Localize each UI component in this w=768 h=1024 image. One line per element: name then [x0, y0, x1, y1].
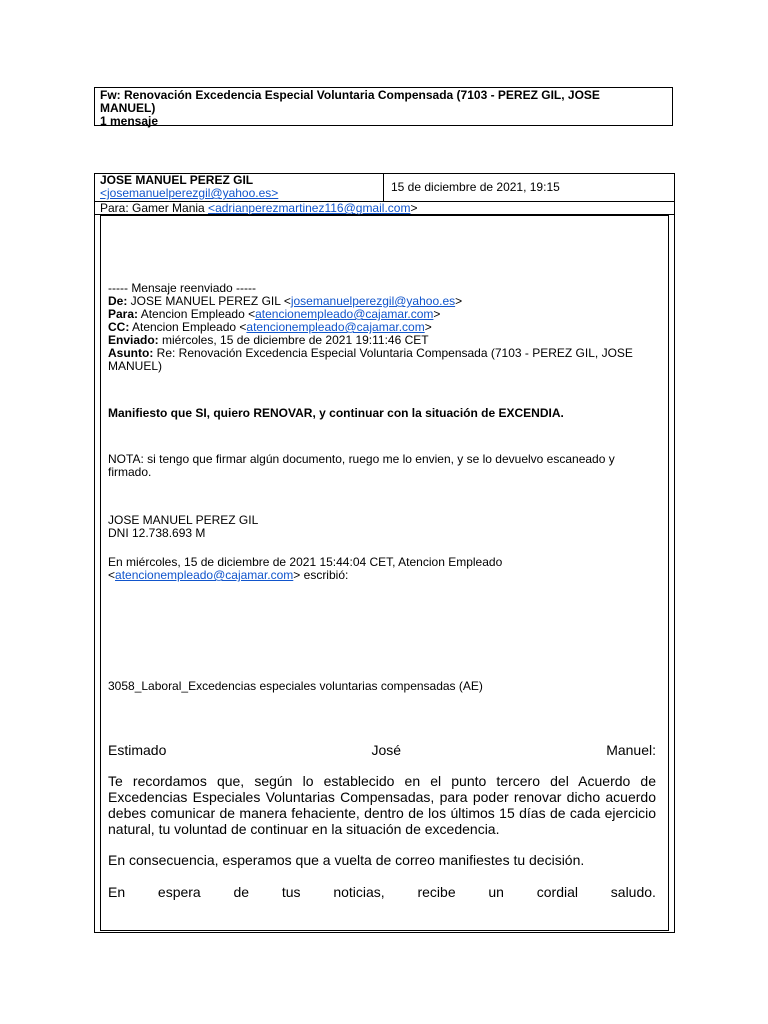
- sender-cell: [95, 174, 384, 201]
- forward-subject: Asunto: Re: Renovación Excedencia Especial Voluntaria Compensada (7103 - PEREZ GIL, JOSE MANUEL): [108, 346, 633, 373]
- paragraph-1: Te recordamos que, según lo establecido en el punto tercero del Acuerdo de Excedencias Especiales Voluntarias Compensadas, para poder renovar dicho acuerdo debes comunicar de manera fehaciente, dentro de los últimos 15 días de cada ejercicio natural, tu voluntad de continuar en la situación de excedencia.: [108, 773, 656, 837]
- renewal-statement: Manifiesto que SI, quiero RENOVAR, y continuar con la situación de EXCENDIA.: [108, 406, 564, 420]
- reference-line: 3058_Laboral_Excedencias especiales voluntarias compensadas (AE): [108, 679, 483, 693]
- recipient-row: [95, 202, 674, 215]
- recipient-label: Para: Gamer Mania: [100, 201, 209, 215]
- forward-to: Para: Atencion Empleado <atencionempleado@cajamar.com>: [108, 307, 441, 321]
- forward-from: De: JOSE MANUEL PEREZ GIL <josemanuelperezgil@yahoo.es>: [108, 294, 463, 308]
- forward-separator: ----- Mensaje reenviado -----: [108, 281, 257, 295]
- paragraph-2: En consecuencia, esperamos que a vuelta de correo manifiestes tu decisión.: [108, 852, 585, 868]
- quote-sender: <atencionempleado@cajamar.com> escribió:: [108, 568, 349, 582]
- message-count: 1 mensaje: [100, 114, 159, 128]
- subject-line-2: MANUEL): [100, 101, 156, 115]
- message-header-row: [95, 174, 674, 202]
- email-subject-header: [94, 87, 673, 126]
- quote-email-link[interactable]: atencionempleado@cajamar.com: [115, 568, 294, 582]
- message-body: [100, 215, 669, 931]
- recipient-bracket: >: [410, 201, 418, 215]
- forward-to-email-link[interactable]: atencionempleado@cajamar.com: [255, 307, 434, 321]
- forward-sent: Enviado: miércoles, 15 de diciembre de 2021 19:11:46 CET: [108, 333, 429, 347]
- subject-line-1: Fw: Renovación Excedencia Especial Voluntaria Compensada (7103 - PEREZ GIL, JOSE: [100, 88, 600, 102]
- greeting-line: Estimado José Manuel:: [108, 742, 656, 758]
- forward-cc: CC: Atencion Empleado <atencionempleado@cajamar.com>: [108, 320, 432, 334]
- message-date: 15 de diciembre de 2021, 19:15: [391, 180, 560, 194]
- message-container: [94, 173, 675, 933]
- closing-line: En espera de tus noticias, recibe un cordial saludo.: [108, 884, 656, 900]
- quote-intro: En miércoles, 15 de diciembre de 2021 15:44:04 CET, Atencion Empleado: [108, 555, 503, 569]
- forward-cc-email-link[interactable]: atencionempleado@cajamar.com: [246, 320, 425, 334]
- signature-dni: DNI 12.738.693 M: [108, 526, 206, 540]
- sender-email-link[interactable]: <josemanuelperezgil@yahoo.es>: [100, 186, 279, 200]
- sender-name: JOSE MANUEL PEREZ GIL: [100, 173, 254, 187]
- signature-name: JOSE MANUEL PEREZ GIL: [108, 513, 259, 527]
- recipient-email-link[interactable]: <adrianperezmartinez116@gmail.com: [208, 201, 411, 215]
- note-text: NOTA: si tengo que firmar algún documento, ruego me lo envien, y se lo devuelvo escaneado y firmado.: [108, 452, 615, 479]
- forward-from-email-link[interactable]: josemanuelperezgil@yahoo.es: [290, 294, 456, 308]
